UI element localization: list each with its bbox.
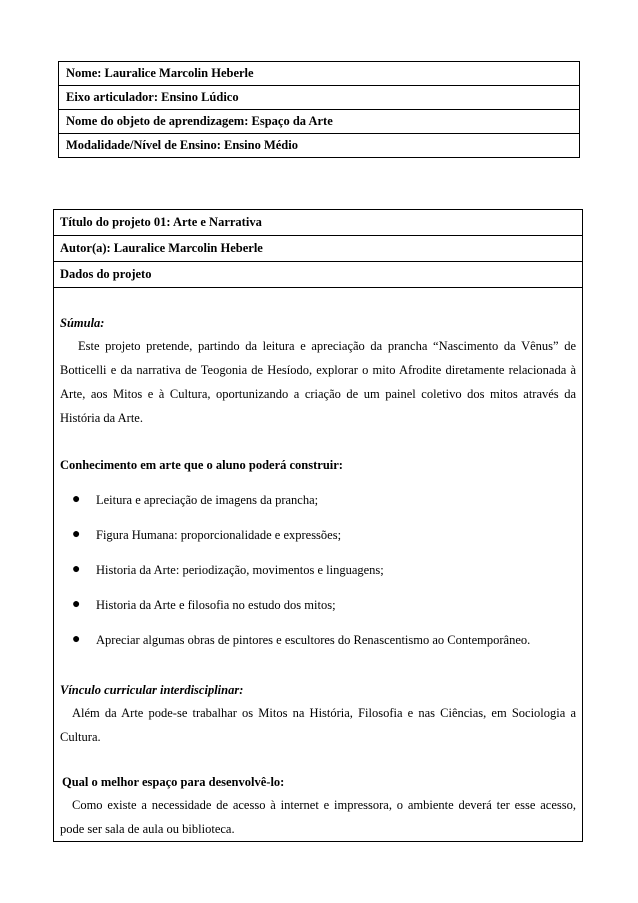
author-name-cell: Nome: Lauralice Marcolin Heberle	[59, 62, 580, 86]
sumula-text: Este projeto pretende, partindo da leitura e apreciação da prancha “Nascimento da Vênus” de Botticelli e da narrativa de Teogonia de Hesíodo, explorar o mito Afrodite diretamente relacionada à Arte, aos Mitos e à Cultura, oportunizando a criação de um painel coletivo dos mitos através da História da Arte.	[60, 339, 576, 425]
header-table	[58, 61, 580, 158]
conhecimento-list	[60, 490, 576, 665]
bullet-icon: ●	[72, 527, 81, 542]
project-title: Título do projeto 01: Arte e Narrativa	[54, 210, 582, 236]
project-body	[54, 288, 582, 841]
list-item: ● Historia da Arte: periodização, movimentos e linguagens;	[60, 560, 576, 595]
table-row	[59, 62, 580, 86]
level-cell: Modalidade/Nível de Ensino: Ensino Médio	[59, 134, 580, 158]
list-item: ● Figura Humana: proporcionalidade e expressões;	[60, 525, 576, 560]
bullet-icon: ●	[72, 632, 81, 647]
project-author: Autor(a): Lauralice Marcolin Heberle	[54, 236, 582, 262]
project-data-label: Dados do projeto	[54, 262, 582, 288]
table-row	[59, 110, 580, 134]
bullet-icon: ●	[72, 562, 81, 577]
list-item: ● Leitura e apreciação de imagens da prancha;	[60, 490, 576, 525]
vinculo-heading: Vínculo curricular interdisciplinar:	[60, 683, 244, 697]
object-name-cell: Nome do objeto de aprendizagem: Espaço da Arte	[59, 110, 580, 134]
espaco-heading: Qual o melhor espaço para desenvolvê-lo:	[62, 775, 285, 789]
table-row	[59, 86, 580, 110]
project-table	[53, 209, 583, 842]
bullet-icon: ●	[72, 492, 81, 507]
table-row	[59, 134, 580, 158]
vinculo-text: Além da Arte pode-se trabalhar os Mitos na História, Filosofia e nas Ciências, em Sociologia a Cultura.	[60, 706, 576, 744]
axis-cell: Eixo articulador: Ensino Lúdico	[59, 86, 580, 110]
list-item: ● Historia da Arte e filosofia no estudo dos mitos;	[60, 595, 576, 630]
bullet-icon: ●	[72, 597, 81, 612]
conhecimento-heading: Conhecimento em arte que o aluno poderá construir:	[60, 458, 343, 472]
list-item: ● Apreciar algumas obras de pintores e escultores do Renascentismo ao Contemporâneo.	[60, 630, 576, 665]
sumula-heading: Súmula:	[60, 316, 105, 330]
espaco-text: Como existe a necessidade de acesso à internet e impressora, o ambiente deverá ter esse acesso, pode ser sala de aula ou biblioteca.	[60, 798, 576, 836]
